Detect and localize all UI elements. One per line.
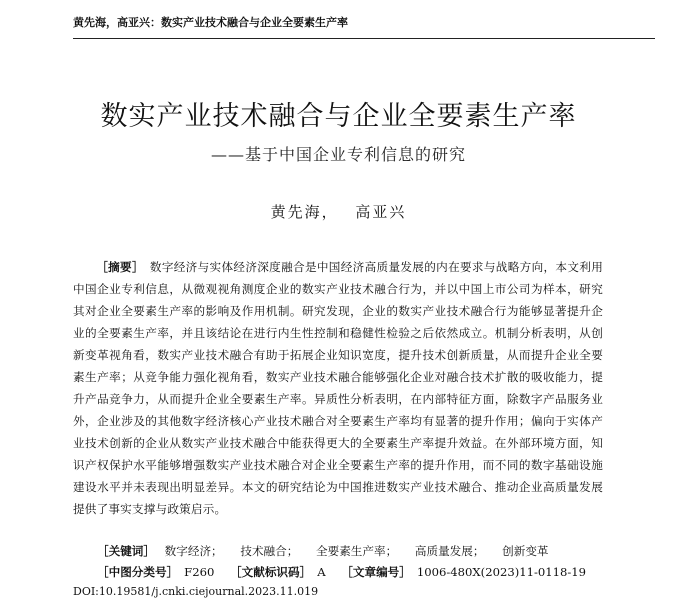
article-number-value: 1006-480X(2023)11-0118-19 <box>416 565 587 579</box>
doc-code-value: A <box>317 565 326 579</box>
clc-value: F260 <box>184 565 215 579</box>
keyword: 全要素生产率； <box>316 544 398 558</box>
clc-label: ［中图分类号］ <box>97 565 179 579</box>
keywords <box>97 542 563 560</box>
keyword: 技术融合； <box>240 544 299 558</box>
header-divider <box>73 38 655 39</box>
keywords-label: ［关键词］ <box>97 544 155 558</box>
keyword: 创新变革 <box>502 544 549 558</box>
authors: 黄先海， 高亚兴 <box>270 203 407 221</box>
running-head: 黄先海，高亚兴：数实产业技术融合与企业全要素生产率 <box>73 16 348 29</box>
abstract <box>73 256 603 520</box>
abstract-label: ［摘要］ <box>96 260 144 274</box>
keyword: 高质量发展； <box>414 544 485 558</box>
doc-code-label: ［文献标识码］ <box>230 565 312 579</box>
classification-line <box>97 563 586 581</box>
keyword: 数字经济； <box>164 544 223 558</box>
article-number-label: ［文章编号］ <box>341 565 411 579</box>
doi-link[interactable]: DOI:10.19581/j.cnki.ciejournal.2023.11.019 <box>73 585 319 598</box>
paper-subtitle: ——基于中国企业专利信息的研究 <box>210 145 466 164</box>
abstract-text: 数字经济与实体经济深度融合是中国经济高质量发展的内在要求与战略方向，本文利用中国企业专利信息，从微观视角测度企业的数实产业技术融合行为，并以中国上市公司为样本，研究其对企业全要素生产率的影响及作用机制。研究发现，企业的数实产业技术融合行为能够显著提升企业的全要素生产率，并且该结论在进行内生性控制和稳健性检验之后依然成立。机制分析表明，从创新变革视角看，数实产业技术融合有助于拓展企业知识宽度，提升技术创新质量，从而提升企业全要素生产率；从竞争能力强化视角看，数实产业技术融合能够强化企业对融合技术扩散的吸收能力，提升产品竞争力，从而提升企业全要素生产率。异质性分析表明，在内部特征方面，除数字产品服务业外，企业涉及的其他数字经济核心产业技术融合对全要素生产率均有显著的提升作用；偏向于实体产业技术创新的企业从数实产业技术融合中能获得更大的全要素生产率提升效益。在外部环境方面，知识产权保护水平能够增强数实产业技术融合对企业全要素生产率的提升作用，而不同的数字基础设施建设水平并未表现出明显差异。本文的研究结论为中国推进数实产业技术融合、推动企业高质量发展提供了事实支撑与政策启示。 <box>73 260 603 516</box>
paper-title: 数实产业技术融合与企业全要素生产率 <box>100 101 577 132</box>
